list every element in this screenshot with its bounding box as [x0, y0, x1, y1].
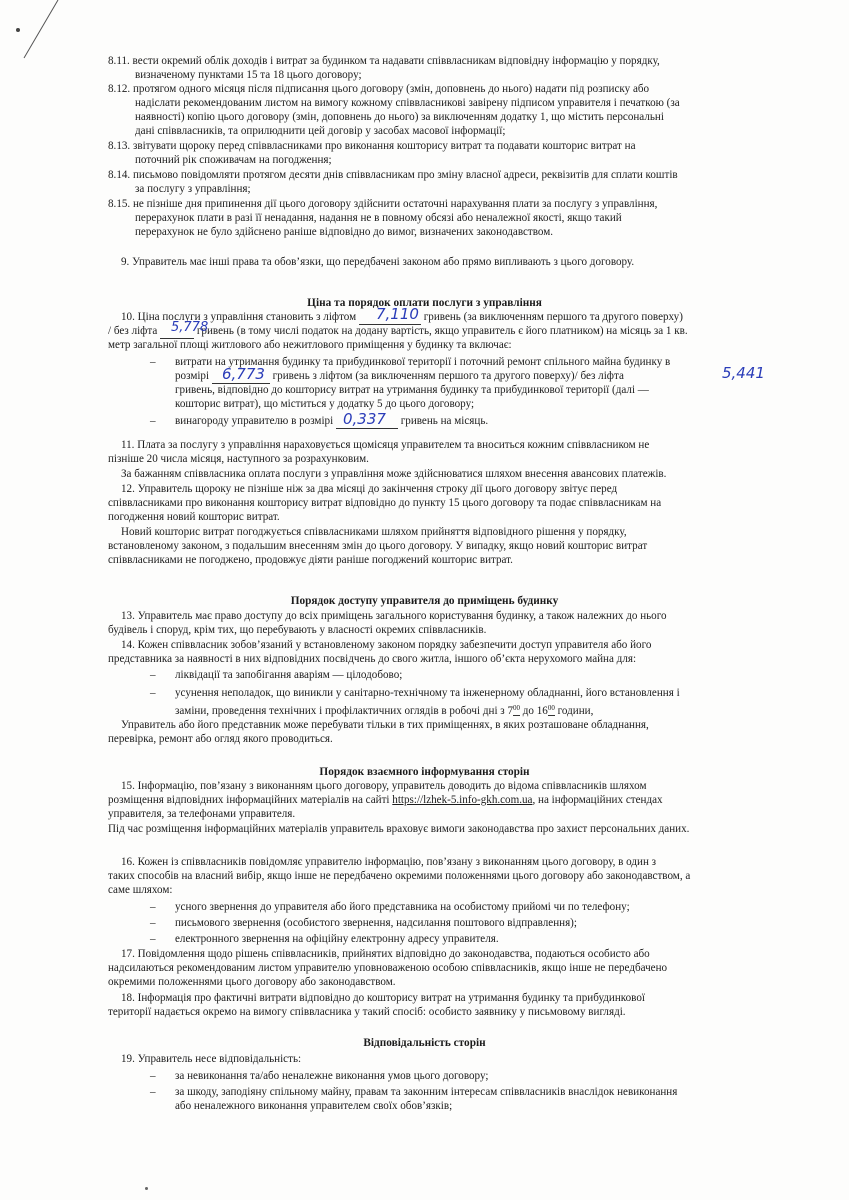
- handwritten-price-nolift: 5,778: [171, 320, 209, 335]
- liab-bullet-1: за невиконання та/або неналежне виконання умов цього договору;: [175, 1070, 489, 1082]
- clause-12-line-2: співвласниками про виконання кошторису витрат відповідно до пункту 15 цього договору та подає співвласникам на: [108, 497, 662, 509]
- bullet-dash: –: [150, 901, 156, 913]
- heading-liability: Відповідальність сторін: [363, 1037, 486, 1049]
- clause-14-line-1: 14. Кожен співвласник зобов’язаний у встановленому законом порядку забезпечити доступ управителя або його: [121, 639, 652, 651]
- access-bullet-1: ліквідації та запобігання аваріям — цілодобово;: [175, 669, 403, 681]
- handwritten-price-lift: 7,110: [376, 305, 419, 323]
- clause-10-line-1: 10. Ціна послуги з управління становить з ліфтом гривень (за виключенням першого та другого поверху): [121, 311, 683, 323]
- bullet-dash: –: [150, 415, 156, 427]
- clause-16-line-2: таких способів на власний вибір, якщо інше не передбачено окремими положеннями цього договору або законодавством, а: [108, 870, 691, 882]
- handwritten-reward: 0,337: [343, 410, 386, 428]
- access-bullet-2-line-2: заміни, проведення технічних і профілактичних оглядів в робочі дні з $7^{00}$ до $16^{00}$ години,: [175, 704, 594, 717]
- clause-17-line-1: 17. Повідомлення щодо рішень співвласників, прийнятих відповідно до законодавства, подаються особисто або: [121, 948, 650, 960]
- clause-11-line-3: За бажанням співвласника оплата послуги з управління може здійснюватися шляхом внесення авансових платежів.: [121, 468, 667, 480]
- clause-8-14-line-1: 8.14. письмово повідомляти протягом десяти днів співвласникам про зміну власної адреси, реквізитів для сплати коштів: [108, 169, 678, 181]
- clause-17-line-2: надсилаються рекомендованим листом управителю уповноваженою особою співвласників, якщо інше не передбачено: [108, 962, 668, 974]
- heading-access: Порядок доступу управителя до приміщень будинку: [290, 595, 559, 607]
- clause-8-15-line-1: 8.15. не пізніше дня припинення дії цього договору здійснити остаточні нарахування плати за послугу з управління,: [108, 198, 658, 210]
- clause-12-line-6: співвласниками не погоджено, продовжує діяти раніше погоджений кошторис витрат.: [108, 554, 513, 566]
- clause-8-12-line-2: надіслати рекомендованим листом на вимогу кожному співвласникові завірену підписом управителя і печаткою (за: [135, 97, 680, 109]
- clause-8-15-line-2: перерахунок плати в разі її ненадання, надання не в повному обсязі або неналежної якості, якщо такий: [135, 212, 622, 224]
- price-bullet-1-line-2: розмірі гривень з ліфтом (за виключенням першого та другого поверху)/ без ліфта: [175, 370, 624, 382]
- clause-8-11-line-1: 8.11. вести окремий облік доходів і витрат за будинком та надавати співвласникам відповідну інформацію у порядку,: [108, 55, 660, 67]
- clause-13-line-1: 13. Управитель має право доступу до всіх приміщень загального користування будинку, а також належних до нього: [121, 610, 667, 622]
- clause-8-15-line-3: перерахунок не було здійснено раніше відповідно до вимог, визначених законодавством.: [135, 226, 554, 238]
- clause-10-line-3: метр загальної площі житлового або нежитлового приміщення у будинку та включає:: [108, 339, 512, 351]
- liab-bullet-2-line-1: за шкоду, заподіяну спільному майну, правам та законним інтересам співвласників внаслідок невиконання: [175, 1086, 678, 1098]
- handwritten-maint-lift: 6,773: [222, 365, 265, 383]
- clause-17-line-3: окремими положеннями цього договору або законодавством.: [108, 976, 396, 988]
- bullet-dash: –: [150, 1086, 156, 1098]
- clause-8-12-line-4: дані співвласників, та оприлюднити цей договір у засобах масової інформації;: [135, 125, 506, 137]
- info-bullet-1: усного звернення до управителя або його представника на особистому прийомі чи по телефону;: [175, 901, 630, 913]
- hole-punch-dot: [16, 28, 20, 32]
- clause-18-line-2: території надається окремо на вимогу співвласника у такий спосіб: особисто заявнику у письмовому вигляді.: [108, 1006, 626, 1018]
- clause-8-12-line-1: 8.12. протягом одного місяця після підписання цього договору (змін, доповнень до нього) надати під розписку або: [108, 83, 650, 95]
- access-bullet-2-line-1: усунення неполадок, що виникли у санітарно-технічному та інженерному обладнанні, його встановлення і: [175, 687, 680, 699]
- clause-11-line-2: пізніше 20 числа місяця, наступного за розрахунковим.: [108, 453, 369, 465]
- clause-16-line-1: 16. Кожен із співвласників повідомляє управителю інформацію, пов’язану з виконанням цього договору, в один з: [121, 856, 657, 868]
- price-bullet-1-line-1: витрати на утримання будинку та прибудинкової території і поточний ремонт спільного майна будинку в: [175, 356, 671, 368]
- access-note-line-2: перевірка, ремонт або огляд якого проводиться.: [108, 733, 333, 745]
- info-bullet-3: електронного звернення на офіційну електронну адресу управителя.: [175, 933, 499, 945]
- bullet-dash: –: [150, 933, 156, 945]
- clause-15-line-1: 15. Інформацію, пов’язану з виконанням цього договору, управитель доводить до відома співвласників шляхом: [121, 780, 647, 792]
- website-link[interactable]: https://lzhek-5.info-gkh.com.ua: [392, 794, 533, 806]
- clause-8-13-line-2: поточний рік споживачам на погодження;: [135, 154, 332, 166]
- liab-bullet-2-line-2: або неналежного виконання управителем своїх обов’язків;: [175, 1100, 453, 1112]
- clause-15-line-3: управителя, за телефонами управителя.: [108, 808, 296, 820]
- clause-19: 19. Управитель несе відповідальність:: [121, 1053, 302, 1065]
- clause-12-line-4: Новий кошторис витрат погоджується співвласниками шляхом прийняття відповідного рішення у порядку,: [121, 526, 627, 538]
- bullet-dash: –: [150, 687, 156, 699]
- clause-9: 9. Управитель має інші права та обов’язки, що передбачені законом або прямо випливають з цього договору.: [121, 256, 635, 268]
- clause-18-line-1: 18. Інформація про фактичні витрати відповідно до кошторису витрат на утримання будинку та прибудинкової: [121, 992, 645, 1004]
- clause-16-line-3: саме шляхом:: [108, 884, 173, 896]
- access-note-line-1: Управитель або його представник може перебувати тільки в тих приміщеннях, в яких розташоване обладнання,: [121, 719, 649, 731]
- heading-info: Порядок взаємного інформування сторін: [319, 766, 530, 778]
- bullet-dash: –: [150, 669, 156, 681]
- bullet-dash: –: [150, 356, 156, 368]
- price-bullet-1-line-4: кошторис витрат), що міститься у додатку 5 до цього договору;: [175, 398, 475, 410]
- clause-8-11-line-2: визначеному пунктами 15 та 18 цього договору;: [135, 69, 362, 81]
- info-bullet-2: письмового звернення (особистого звернення, надсилання поштового відправлення);: [175, 917, 577, 929]
- clause-15-line-2: розміщення відповідних інформаційних матеріалів на сайті https://lzhek-5.info-gkh.com.ua, на інформаційних стендах: [108, 794, 663, 806]
- heading-price: Ціна та порядок оплати послуги з управління: [307, 297, 542, 309]
- bullet-dash: –: [150, 1070, 156, 1082]
- price-bullet-1-line-3: гривень, відповідно до кошторису витрат на утримання будинку та прибудинкової території (далі —: [175, 384, 649, 396]
- price-bullet-2: винагороду управителю в розмірі гривень на місяць.: [175, 415, 489, 427]
- clause-8-13-line-1: 8.13. звітувати щороку перед співвласниками про виконання кошторису витрат та подавати кошторис витрат на: [108, 140, 636, 152]
- clause-11-line-1: 11. Плата за послугу з управління нараховується щомісяця управителем та вноситься кожним співвласником не: [121, 439, 650, 451]
- handwritten-maint-nolift: 5,441: [722, 364, 765, 382]
- clause-15-line-4: Під час розміщення інформаційних матеріалів управитель враховує вимоги законодавства про захист персональних даних.: [108, 823, 690, 835]
- scan-speck: [145, 1187, 148, 1190]
- fold-line-mark: [20, 0, 60, 60]
- clause-12-line-1: 12. Управитель щороку не пізніше ніж за два місяці до закінчення строку дії цього договору звітує перед: [121, 483, 618, 495]
- clause-14-line-2: представника за наявності в них відповідних посвідчень до свого житла, іншого об’єкта нерухомого майна для:: [108, 653, 637, 665]
- clause-8-14-line-2: за послугу з управління;: [135, 183, 251, 195]
- clause-8-12-line-3: наявності) копію цього договору (змін, доповнень до нього) за виключенням додатку 1, що містить персональні: [135, 111, 664, 123]
- bullet-dash: –: [150, 917, 156, 929]
- clause-12-line-5: встановленому законом, з подальшим внесенням змін до цього договору. У випадку, якщо новий кошторис витрат: [108, 540, 648, 552]
- clause-13-line-2: будівель і споруд, крім тих, що перебувають у власності окремих співвласників.: [108, 624, 487, 636]
- clause-10-line-2: / без ліфта гривень (в тому числі податок на додану вартість, якщо управитель є його платником) на місяць за 1 кв.: [108, 325, 688, 337]
- clause-12-line-3: погодження новий кошторис витрат.: [108, 511, 280, 523]
